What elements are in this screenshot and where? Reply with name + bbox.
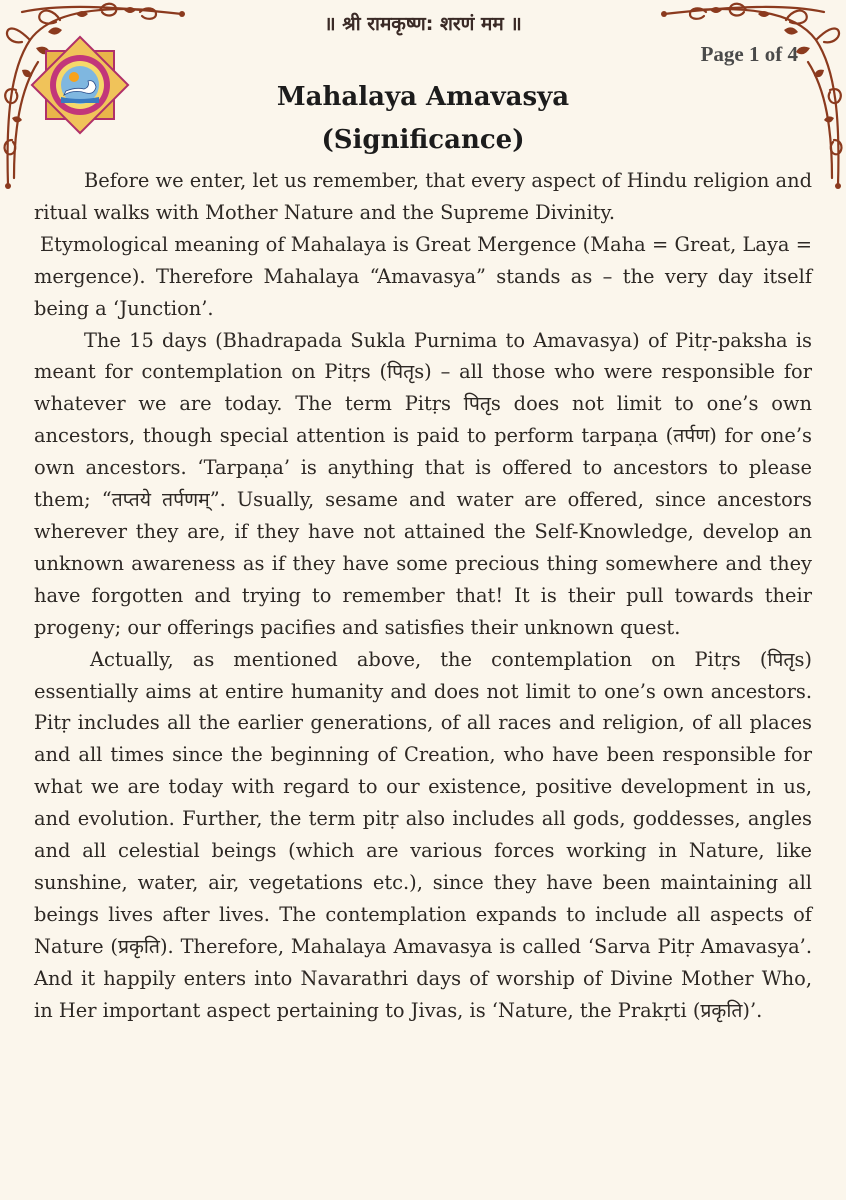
document-title bbox=[0, 76, 846, 162]
paragraph-1: Before we enter, let us remember, that every aspect of Hindu religion and ritual walks with Mother Nature and the Supreme Divinity. bbox=[34, 169, 812, 224]
title-line-1: Mahalaya Amavasya bbox=[276, 82, 570, 112]
page-number: Page 1 of 4 bbox=[700, 42, 798, 66]
title-line-2: (Significance) bbox=[321, 125, 525, 155]
document-body bbox=[34, 165, 812, 1026]
paragraph-4: Actually, as mentioned above, the contemplation on Pitṛs (पितृs) essentially aims at entire humanity and does not limit to one’s own ancestors. Pitṛ includes all the earlier generations, of all races and religion, of all places and all times since the beginning of Creation, who have been responsible for what we are today with regard to our existence, positive development in us, and evolution. Further, the term pitṛ also includes all gods, goddesses, angles and all celestial beings (which are various forces working in Nature, like sunshine, water, air, vegetations etc.), since they have been maintaining all beings lives after lives. The contemplation expands to include all aspects of Nature (प्रकृति). Therefore, Mahalaya Amavasya is called ‘Sarva Pitṛ Amavasya’. And it happily enters into Navarathri days of worship of Divine Mother Who, in Her important aspect pertaining to Jivas, is ‘Nature, the Prakṛti (प्रकृति)’. bbox=[34, 647, 812, 1022]
paragraph-2: Etymological meaning of Mahalaya is Great Mergence (Maha = Great, Laya = mergence). Therefore Mahalaya “Amavasya” stands as – the very day itself being a ‘Junction’. bbox=[34, 232, 812, 320]
invocation-header: ॥ श्री रामकृष्ण: शरणं मम ॥ bbox=[324, 13, 522, 35]
paragraph-3: The 15 days (Bhadrapada Sukla Purnima to Amavasya) of Pitṛ-paksha is meant for contemplation on Pitṛs (पितृs) – all those who were responsible for whatever we are today. The term Pitṛs पितृs does not limit to one’s own ancestors, though special attention is paid to perform tarpaṇa (तर्पण) for one’s own ancestors. ‘Tarpaṇa’ is anything that is offered to ancestors to please them; “तप्तये तर्पणम्”. Usually, sesame and water are offered, since ancestors wherever they are, if they have not attained the Self-Knowledge, develop an unknown awareness as if they have some precious thing somewhere and they have forgotten and trying to remember that! It is their pull towards their progeny; our offerings pacifies and satisfies their unknown quest. bbox=[34, 328, 812, 639]
